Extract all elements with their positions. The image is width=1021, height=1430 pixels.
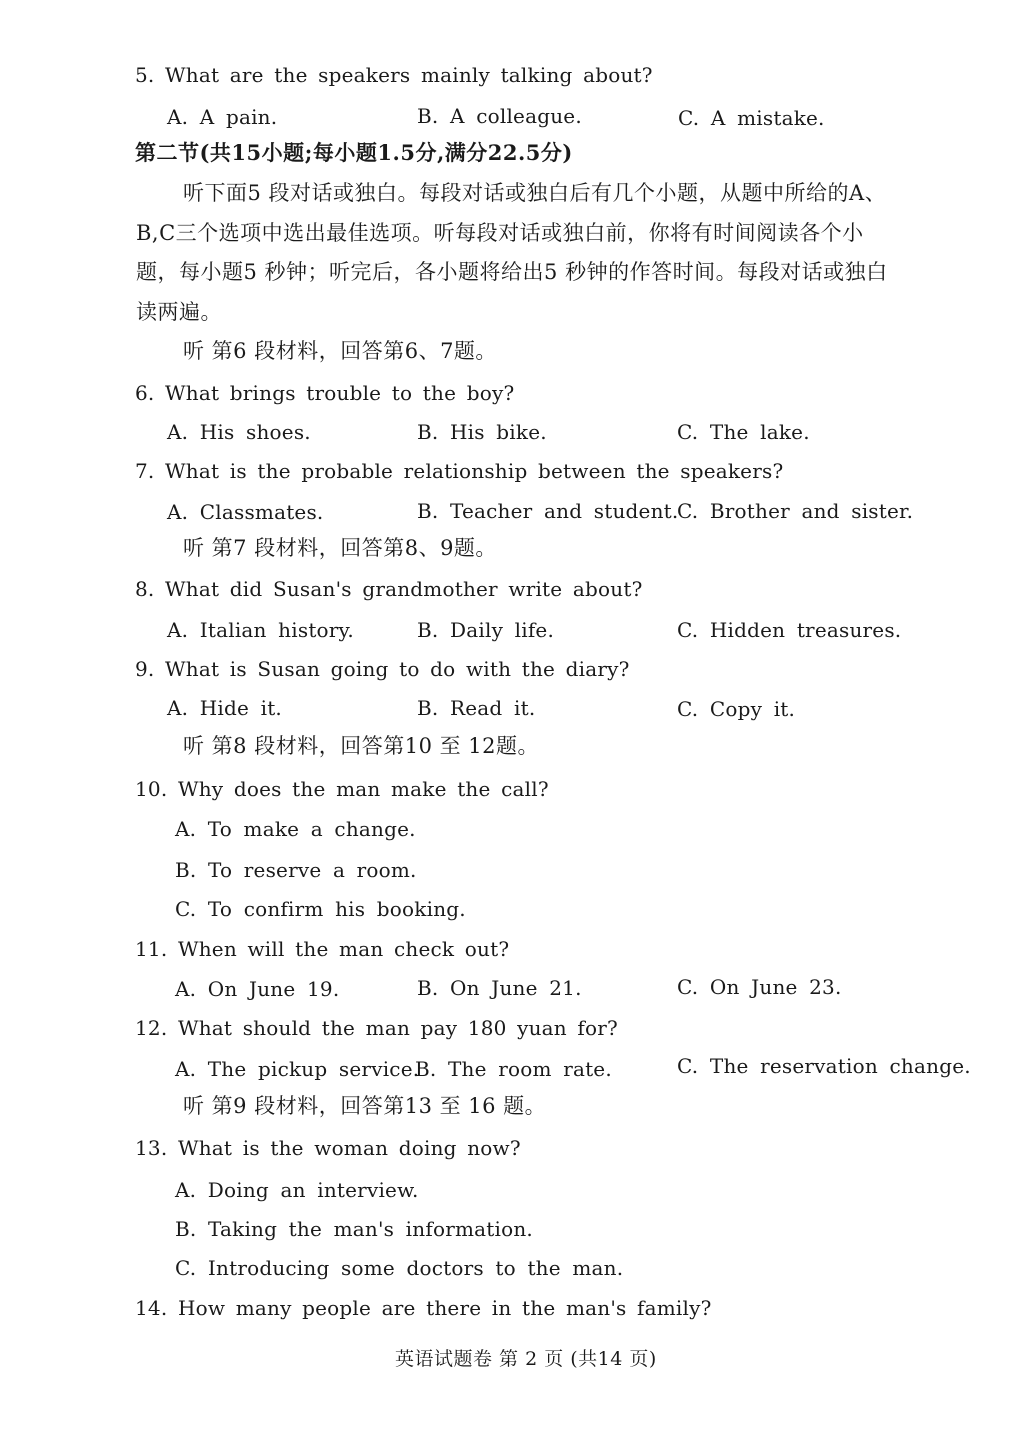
q5-option-c: C. A mistake. xyxy=(678,106,825,130)
q10-option-b: B. To reserve a room. xyxy=(175,858,417,882)
group-label-passage-6: 听 第6 段材料，回答第6、7题。 xyxy=(183,339,497,363)
q5-option-a: A. A pain. xyxy=(167,105,278,129)
q12-option-c: C. The reservation change. xyxy=(677,1054,971,1078)
question-12: 12. What should the man pay 180 yuan for? xyxy=(135,1016,618,1040)
instruction-line-2: B,C三个选项中选出最佳选项。听每段对话或独白前，你将有时间阅读各个小 xyxy=(136,221,864,245)
q8-option-c: C. Hidden treasures. xyxy=(677,618,902,642)
q9-option-a: A. Hide it. xyxy=(167,696,282,720)
q8-option-a: A. Italian history. xyxy=(167,618,354,642)
q11-option-b: B. On June 21. xyxy=(417,976,582,1000)
question-10: 10. Why does the man make the call? xyxy=(135,777,549,801)
group-label-passage-8: 听 第8 段材料，回答第10 至 12题。 xyxy=(183,734,540,758)
q7-option-b: B. Teacher and student. xyxy=(417,499,679,523)
instruction-line-3: 题，每小题5 秒钟；听完后，各小题将给出5 秒钟的作答时间。每段对话或独白 xyxy=(136,260,888,284)
q11-option-a: A. On June 19. xyxy=(175,977,340,1001)
q6-option-b: B. His bike. xyxy=(417,420,547,444)
question-13: 13. What is the woman doing now? xyxy=(135,1136,521,1160)
q11-option-c: C. On June 23. xyxy=(677,975,842,999)
q6-option-a: A. His shoes. xyxy=(167,420,311,444)
q7-option-a: A. Classmates. xyxy=(167,500,324,524)
group-label-passage-9: 听 第9 段材料，回答第13 至 16 题。 xyxy=(183,1094,547,1118)
question-5: 5. What are the speakers mainly talking about? xyxy=(135,63,653,87)
instruction-line-1: 听下面5 段对话或独白。每段对话或独白后有几个小题，从题中所给的A、 xyxy=(183,181,887,205)
instruction-line-4: 读两遍。 xyxy=(136,300,222,324)
q9-option-c: C. Copy it. xyxy=(677,697,796,721)
q10-option-c: C. To confirm his booking. xyxy=(175,897,466,921)
q9-option-b: B. Read it. xyxy=(417,696,536,720)
q8-option-b: B. Daily life. xyxy=(417,618,555,642)
group-label-passage-7: 听 第7 段材料，回答第8、9题。 xyxy=(183,536,497,560)
q7-option-c: C. Brother and sister. xyxy=(677,499,914,523)
q12-option-b: B. The room rate. xyxy=(415,1057,612,1081)
question-7: 7. What is the probable relationship between the speakers? xyxy=(135,459,784,483)
section-two-heading: 第二节(共15小题;每小题1.5分,满分22.5分) xyxy=(135,140,573,165)
question-14: 14. How many people are there in the man's family? xyxy=(135,1296,712,1320)
question-9: 9. What is Susan going to do with the diary? xyxy=(135,657,630,681)
page-footer: 英语试题卷 第 2 页 (共14 页) xyxy=(395,1348,657,1370)
q12-option-a: A. The pickup service. xyxy=(175,1057,420,1081)
q10-option-a: A. To make a change. xyxy=(175,817,416,841)
q6-option-c: C. The lake. xyxy=(677,420,810,444)
q13-option-c: C. Introducing some doctors to the man. xyxy=(175,1256,624,1280)
question-11: 11. When will the man check out? xyxy=(135,937,510,961)
q13-option-a: A. Doing an interview. xyxy=(175,1178,419,1202)
q13-option-b: B. Taking the man's information. xyxy=(175,1217,533,1241)
q5-option-b: B. A colleague. xyxy=(417,104,582,128)
question-8: 8. What did Susan's grandmother write about? xyxy=(135,577,643,601)
question-6: 6. What brings trouble to the boy? xyxy=(135,381,515,405)
